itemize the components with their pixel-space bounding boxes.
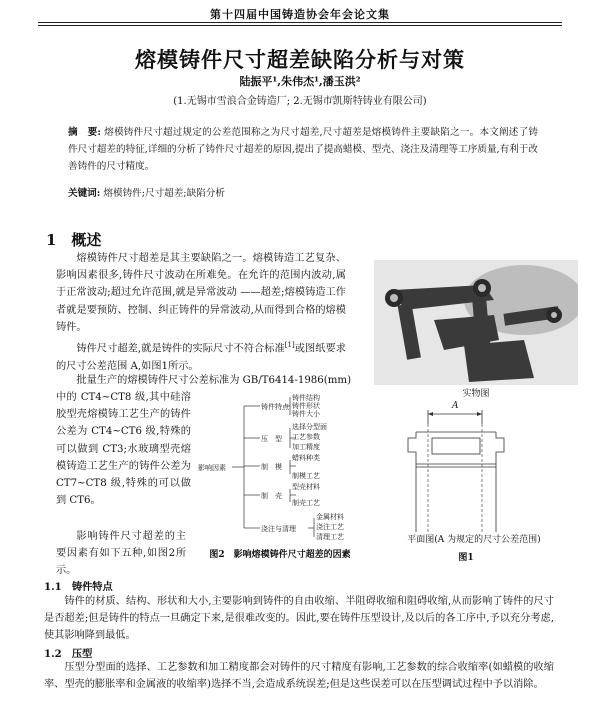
abstract bbox=[68, 124, 538, 175]
diagram-item: 铸件形状 bbox=[292, 402, 320, 410]
diagram-item: 制壳工艺 bbox=[292, 499, 320, 507]
paragraph-standard-line: 批量生产的熔模铸件尺寸公差标准为 GB/T6414-1986(mm) bbox=[76, 375, 352, 386]
photo-caption: 实物图 bbox=[462, 389, 490, 399]
diagram-item: 金属材料 bbox=[316, 513, 344, 521]
tolerance-plan-drawing bbox=[390, 392, 558, 532]
keywords bbox=[68, 185, 538, 199]
diagram-item: 选择分型面 bbox=[292, 423, 327, 431]
section-1-1-text: 铸件的材质、结构、形状和大小,主要影响到铸件的自由收缩、半阻碍收缩和阻碍收缩,从而影响了铸件的尺寸是否超差;但是铸件的特点一旦确定下来,是很难改变的。因此,要在铸件压型设计,及以后的各工序中,予以充分考虑,使其影响降到最低。 bbox=[44, 596, 554, 642]
tolerance-label: A bbox=[452, 401, 459, 411]
diagram-group-1: 铸件特点 bbox=[261, 403, 289, 411]
diagram-group-2: 压 型 bbox=[261, 435, 282, 443]
paragraph-standard-rest: 中的 CT4~CT8 级,其中硅溶胶型壳熔模铸工艺生产的铸件公差为 CT4~CT6 级,特殊的可以做到 CT3;水玻璃型壳熔模铸造工艺生产的铸件公差为 CT7~CT8 级,特殊的可以做到 CT6。 bbox=[56, 392, 191, 507]
keywords-label: 关键词: bbox=[68, 188, 101, 199]
header-rule-thin bbox=[38, 25, 562, 26]
section-1-title: 1 概述 bbox=[46, 231, 102, 249]
affiliation: (1.无锡市雪浪合金铸造厂; 2.无锡市凯斯特铸业有限公司) bbox=[173, 96, 427, 107]
diagram-item: 铸件大小 bbox=[292, 410, 320, 418]
figure-1-caption: 图1 bbox=[458, 553, 474, 563]
casting-photo bbox=[374, 260, 578, 385]
diagram-item: 浇注工艺 bbox=[316, 523, 344, 531]
diagram-root: 影响因素 bbox=[198, 464, 226, 472]
diagram-item: 加工精度 bbox=[292, 443, 320, 451]
paper-title: 熔模铸件尺寸超差缺陷分析与对策 bbox=[135, 47, 465, 72]
diagram-item: 清理工艺 bbox=[316, 533, 344, 540]
paragraph-factors: 影响铸件尺寸超差的主要因素有如下五种,如图2所示。 bbox=[56, 531, 186, 577]
diagram-item: 工艺参数 bbox=[292, 433, 320, 441]
header-rule-thick bbox=[38, 22, 562, 23]
abstract-text: 熔模铸件尺寸超过规定的公差范围称之为尺寸超差,尺寸超差是熔模铸件主要缺陷之一。本文阐述了铸件尺寸超差的特征,详细的分析了铸件尺寸超差的原因,提出了提高蜡模、型壳、浇注及清理等工序质量,有利于改善铸件的尺寸精度。 bbox=[68, 127, 538, 172]
diagram-item: 铸件结构 bbox=[292, 394, 320, 402]
section-1-1-title: 1.1 铸件特点 bbox=[44, 581, 113, 593]
running-header: 第十四届中国铸造协会年会论文集 bbox=[210, 8, 390, 21]
paragraph-overview: 熔模铸件尺寸超差是其主要缺陷之一。熔模铸造工艺复杂、影响因素很多,铸件尺寸波动在所难免。在允许的范围内波动,属于正常波动;超过允许范围,就是异常波动 ——超差;熔模铸造工作者就是要预防、控制、纠正铸件的异常波动,从而得到合格的熔模铸件。 bbox=[56, 253, 346, 333]
section-1-2-title: 1.2 压型 bbox=[44, 648, 93, 660]
figure-2-caption: 图2 影响熔模铸件尺寸超差的因素 bbox=[209, 550, 351, 560]
keywords-text: 熔模铸件;尺寸超差;缺陷分析 bbox=[103, 188, 225, 199]
authors: 陆振平¹,朱伟杰¹,潘玉洪² bbox=[239, 75, 361, 88]
diagram-group-3: 制 模 bbox=[261, 463, 282, 471]
diagram-group-4: 制 壳 bbox=[261, 492, 282, 500]
paragraph-tolerance: 铸件尺寸超差,就是铸件的实际尺寸不符合标准[1]或图纸要求的尺寸公差范围 A,如图1所示。 bbox=[56, 341, 346, 372]
diagram-item: 蜡料种类 bbox=[292, 454, 320, 462]
factors-diagram bbox=[196, 394, 354, 540]
diagram-group-5: 浇注与清理 bbox=[261, 525, 296, 533]
diagram-item: 型壳材料 bbox=[292, 483, 320, 491]
section-1-2-text: 压型分型面的选择、工艺参数和加工精度都会对铸件的尺寸精度有影响,工艺参数的综合收缩率(如蜡模的收缩率、型壳的膨胀率和金属液的收缩率)选择不当,会造成系统误差;但是这些误差可以在压型调试过程中予以消除。 bbox=[44, 662, 554, 691]
diagram-item: 制模工艺 bbox=[292, 472, 320, 480]
abstract-label: 摘 要: bbox=[68, 127, 101, 138]
plan-caption: 平面图(A 为规定的尺寸公差范围) bbox=[407, 535, 541, 545]
